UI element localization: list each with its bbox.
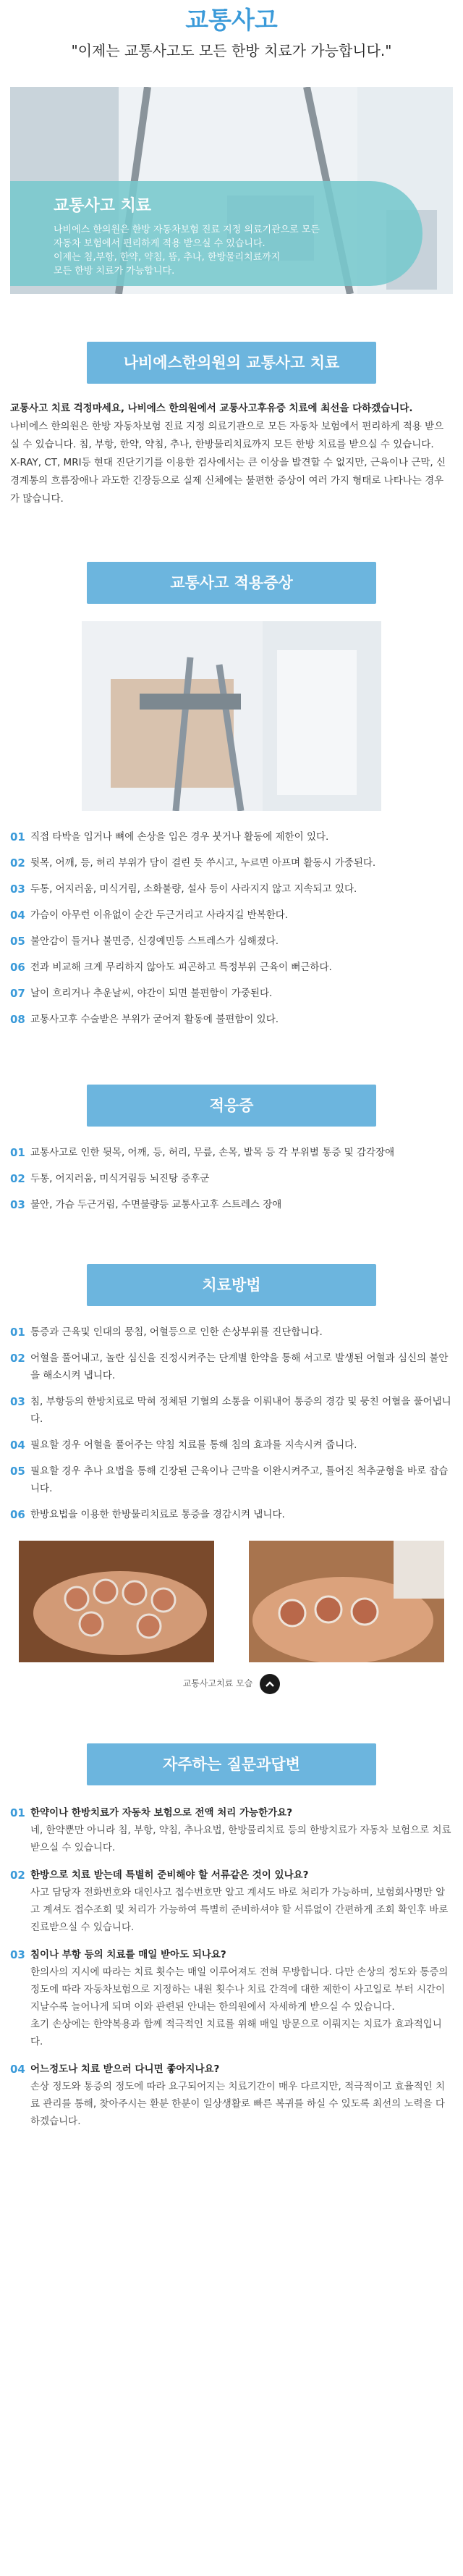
faq-content (30, 1946, 453, 2050)
item-text: 교통사고로 인한 뒷목, 어깨, 등, 허리, 무릎, 손목, 발목 등 각 부위별 통증 및 감각장애 (30, 1147, 395, 1158)
list-item (10, 824, 453, 850)
faq-answer: 한의사의 지시에 따라는 치료 횟수는 매일 이루어져도 전혀 무방합니다. 다만 손상의 정도와 통증의 정도에 따라 자동차보험으로 지정하는 내원 횟수나 치료 간격에 대한 제한이 사고일로 부터 시간이 지날수록 늘어나게 되며 이와 관련된 안내는 한의원에서 자세하게 받으실 수 있습니다. (30, 1966, 449, 2013)
hero-overlay-title: 교통사고 치료 (54, 197, 152, 215)
hero-overlay-panel (10, 181, 422, 286)
faq-item (10, 1798, 453, 1861)
cupping-photo-2-art (249, 1541, 444, 1662)
hero-overlay-line: 모든 한방 치료가 가능합니다. (54, 266, 175, 277)
item-number: 01 (10, 1146, 25, 1159)
intro-body: 나비에스 한의원은 한방 자동차보험 진료 지정 의료기관으로 모든 자동차 보험에서 편리하게 적용 받으실 수 있습니다. 침, 부항, 한약, 약침, 추나, 한방물리치료까지 모든 한방 치료를 받으실 수 있습니다. (10, 421, 444, 450)
item-number: 03 (10, 883, 25, 896)
chevron-up-icon[interactable] (260, 1674, 280, 1694)
item-number: 01 (10, 830, 25, 843)
item-number: 02 (10, 856, 25, 870)
list-item (10, 1432, 453, 1458)
cupping-photo-2 (249, 1541, 444, 1662)
indication-list (0, 1127, 463, 1218)
faq-list (0, 1785, 463, 2134)
item-text: 날이 흐리거나 추운날씨, 야간이 되면 불편함이 가중된다. (30, 988, 273, 999)
intro-text (0, 384, 463, 508)
section-band-faq: 자주하는 질문과답변 (87, 1743, 376, 1785)
faq-answer-extra: 초기 손상에는 한약복용과 함께 적극적인 치료를 위해 매일 방문으로 이뤄지는 치료가 효과적입니다. (30, 2019, 442, 2047)
faq-answer: 사고 담당자 전화번호와 대인사고 접수번호만 알고 계셔도 바로 처리가 가능하며, 보험회사명만 알고 계셔도 접수조회 및 처리가 가능하여 특별히 준비하셔야 할 서류없이 간편하게 조회 확인후 바로 진료받으실 수 있습니다. (30, 1887, 449, 1933)
list-item (10, 1192, 453, 1218)
faq-question: 한약이나 한방치료가 자동차 보험으로 전액 처리 가능한가요? (30, 1807, 293, 1819)
list-item (10, 1458, 453, 1502)
item-text: 한방요법을 이용한 한방물리치료로 통증을 경감시켜 냅니다. (30, 1509, 285, 1520)
item-number: 05 (10, 935, 25, 948)
item-text: 가슴이 아무런 이유없이 순간 두근거리고 사라지길 반복한다. (30, 909, 289, 921)
list-item (10, 902, 453, 928)
treatment-list (0, 1306, 463, 1528)
item-number: 06 (10, 1508, 25, 1521)
faq-content (30, 2061, 453, 2130)
faq-question: 어느정도나 치료 받으러 다니면 좋아지나요? (30, 2063, 220, 2075)
faq-answer: 손상 정도와 통증의 정도에 따라 요구되어지는 치료기간이 매우 다르지만, 적극적이고 효율적인 치료 관리를 통해, 찾아주시는 환분 한분이 일상생활로 빠른 복귀를 하실 수 있도록 최선의 노력을 다하겠습니다. (30, 2081, 446, 2127)
item-number: 07 (10, 987, 25, 1000)
symptom-list (0, 811, 463, 1032)
item-number: 08 (10, 1013, 25, 1026)
hero-overlay-line: 이제는 침,부항, 한약, 약침, 뜸, 추나, 한방물리치료까지 (54, 252, 281, 263)
photo-caption: 교통사고치료 모습 (182, 1678, 253, 1689)
item-number: 02 (10, 1352, 25, 1365)
item-number: 04 (10, 909, 25, 922)
treatment-photos (0, 1528, 463, 1662)
item-number: 05 (10, 1465, 25, 1478)
faq-item (10, 2055, 453, 2134)
faq-item (10, 1861, 453, 1940)
item-text: 직접 타박을 입거나 뼈에 손상을 입은 경우 붓거나 활동에 제한이 있다. (30, 831, 329, 843)
caption-row (0, 1674, 463, 1694)
item-number: 03 (10, 1948, 25, 1961)
crutch-photo-art (82, 621, 381, 811)
list-item (10, 1006, 453, 1032)
item-text: 어혈을 풀어내고, 놀란 심신을 진정시켜주는 단계별 한약을 통해 서고로 발생된 어혈과 심신의 불안을 해소시켜 냅니다. (30, 1352, 449, 1381)
item-text: 불안, 가슴 두근거림, 수면불량등 교통사고후 스트레스 장애 (30, 1199, 282, 1211)
list-item (10, 1166, 453, 1192)
item-text: 필요할 경우 추나 요법을 통해 긴장된 근육이나 근막을 이완시켜주고, 틀어진 척추균형을 바로 잡습니다. (30, 1465, 449, 1494)
item-text: 필요할 경우 어혈을 풀어주는 약침 치료를 통해 침의 효과를 지속시켜 줍니다. (30, 1439, 357, 1451)
item-text: 뒷목, 어깨, 등, 허리 부위가 담이 결린 듯 쑤시고, 누르면 아프며 활동시 가중된다. (30, 857, 376, 869)
item-text: 교통사고후 수술받은 부위가 굳어져 활동에 불편함이 있다. (30, 1014, 279, 1025)
item-number: 03 (10, 1395, 25, 1408)
list-item (10, 954, 453, 980)
intro-lead: 교통사고 치료 걱정마세요, 나비에스 한의원에서 교통사고후유증 치료에 최선을 다하겠습니다. (10, 403, 413, 414)
faq-question: 침이나 부항 등의 치료를 매일 받아도 되나요? (30, 1949, 226, 1961)
header (0, 0, 463, 61)
hero-overlay-line: 자동차 보험에서 편리하게 적용 받으실 수 있습니다. (54, 238, 266, 249)
crutch-photo (82, 621, 381, 811)
item-number: 04 (10, 1439, 25, 1452)
section-band-indications: 적응증 (87, 1085, 376, 1127)
section-band-intro: 나비에스한의원의 교통사고 치료 (87, 342, 376, 384)
item-number: 03 (10, 1198, 25, 1211)
item-text: 두통, 어지러움, 미식거림, 소화불량, 설사 등이 사라지지 않고 지속되고 있다. (30, 883, 357, 895)
item-text: 불안감이 들거나 불면증, 신경예민등 스트레스가 심해졌다. (30, 935, 279, 947)
list-item (10, 876, 453, 902)
faq-answer: 네, 한약뿐만 아니라 침, 부항, 약침, 추나요법, 한방물리치료 등의 한방치료가 자동차 보험으로 치료 받으실 수 있습니다. (30, 1824, 451, 1853)
hero-banner (10, 87, 453, 294)
list-item (10, 1319, 453, 1345)
item-number: 02 (10, 1172, 25, 1185)
item-text: 전과 비교해 크게 무리하지 않아도 피곤하고 특정부위 근육이 뻐근하다. (30, 961, 332, 973)
item-number: 04 (10, 2063, 25, 2076)
intro-body-2: X-RAY, CT, MRI등 현대 진단기기를 이용한 검사에서는 큰 이상을 발견할 수 없지만, 근육이나 근막, 신경계통의 흐름장애나 과도한 긴장등으로 실제 신체에는 불편한 증상이 여러 가지 형태로 나타나는 경우가 많습니다. (10, 457, 446, 505)
item-number: 01 (10, 1806, 25, 1819)
list-item (10, 928, 453, 954)
list-item (10, 850, 453, 876)
item-number: 06 (10, 961, 25, 974)
page-title: 교통사고 (185, 6, 278, 34)
cupping-photo-1-art (19, 1541, 214, 1662)
item-text: 두통, 어지러움, 미식거림등 뇌진탕 증후군 (30, 1173, 210, 1184)
list-item (10, 1389, 453, 1432)
item-number: 02 (10, 1869, 25, 1882)
section-band-treatment: 치료방법 (87, 1264, 376, 1306)
faq-content (30, 1804, 453, 1856)
section-band-symptoms: 교통사고 적용증상 (87, 562, 376, 604)
page-subtitle: "이제는 교통사고도 모든 한방 치료가 가능합니다." (71, 42, 392, 59)
list-item (10, 1345, 453, 1389)
item-text: 통증과 근육및 인대의 뭉침, 어혈등으로 인한 손상부위를 진단합니다. (30, 1326, 323, 1338)
list-item (10, 1140, 453, 1166)
item-number: 01 (10, 1326, 25, 1339)
faq-question: 한방으로 치료 받는데 특별히 준비해야 할 서류같은 것이 있나요? (30, 1869, 309, 1881)
list-item (10, 980, 453, 1006)
hero-overlay-text (54, 223, 422, 278)
item-text: 침, 부항등의 한방치료로 막혀 정체된 기혈의 소통을 이뤄내어 통증의 경감 및 뭉친 어혈을 풀어냅니다. (30, 1396, 451, 1425)
faq-content (30, 1866, 453, 1936)
hero-overlay-line: 나비에스 한의원은 한방 자동차보험 진료 지정 의료기관으로 모든 (54, 224, 320, 235)
list-item (10, 1502, 453, 1528)
cupping-photo-1 (19, 1541, 214, 1662)
faq-item (10, 1940, 453, 2055)
